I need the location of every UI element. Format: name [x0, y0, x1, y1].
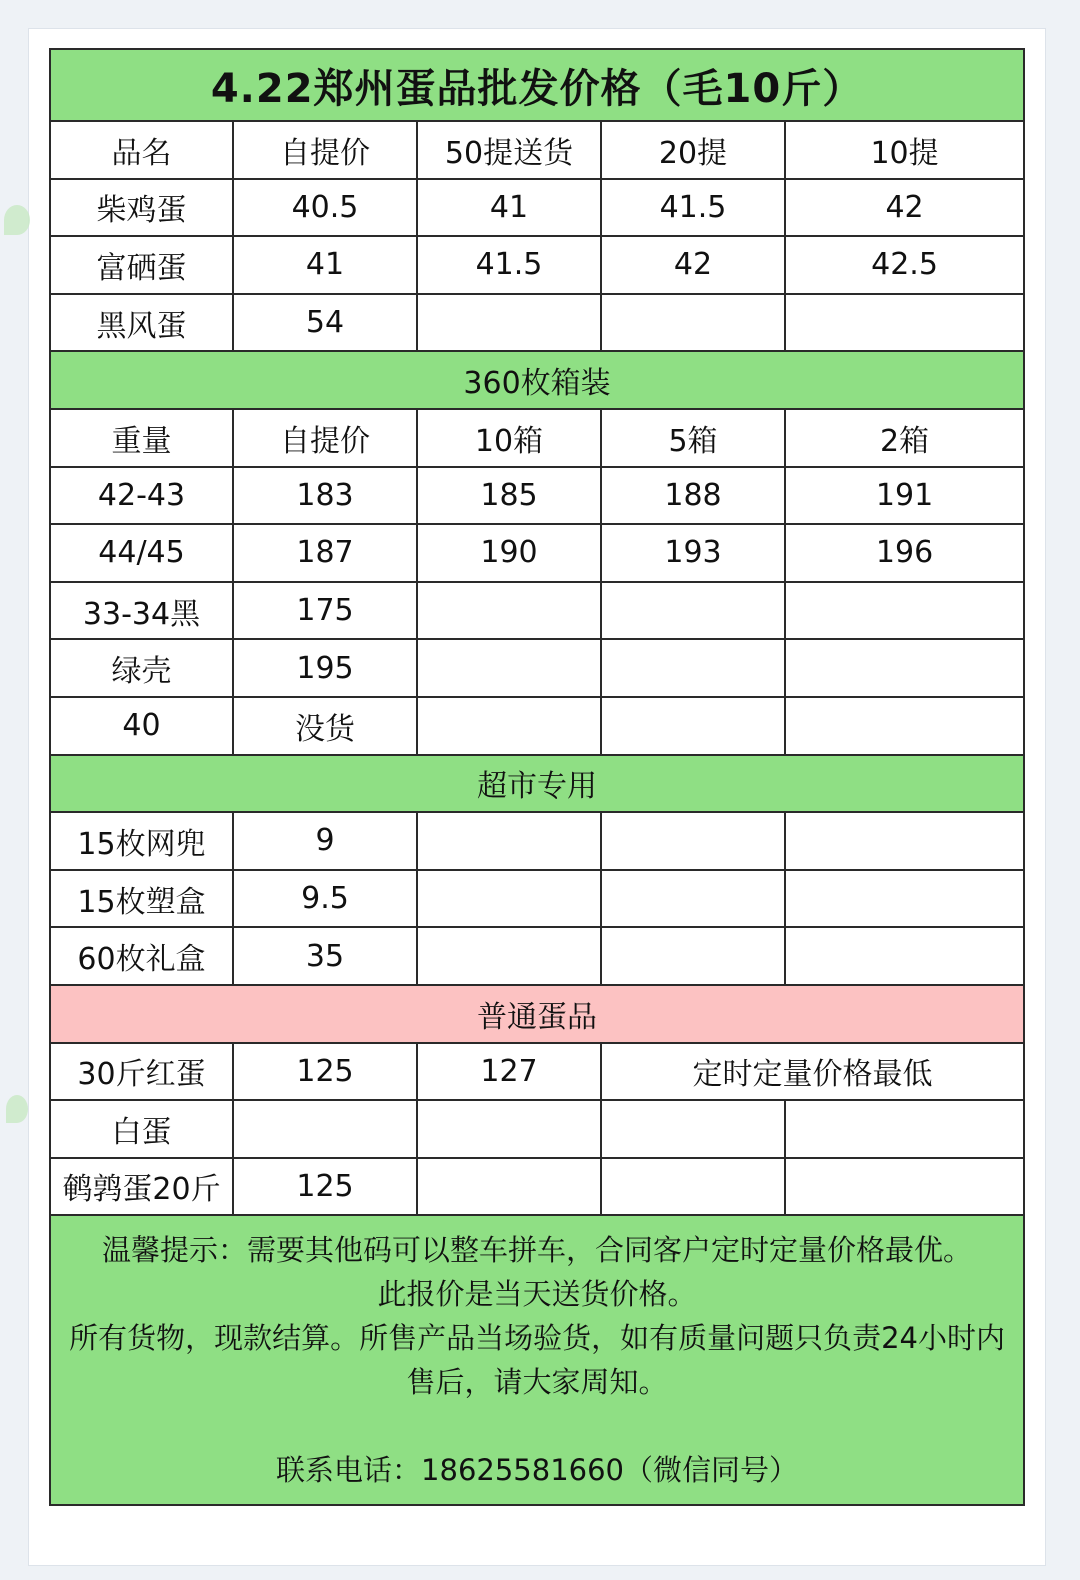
- price-cell: [601, 870, 785, 928]
- price-cell: 41.5: [417, 236, 601, 294]
- price-cell: 185: [417, 467, 601, 525]
- price-cell: [601, 812, 785, 870]
- price-cell: [417, 1100, 601, 1158]
- section-title-row: [50, 351, 1024, 409]
- column-header: 10箱: [417, 409, 601, 467]
- price-cell: [601, 582, 785, 640]
- price-cell: [601, 1100, 785, 1158]
- table-row: [50, 1100, 1024, 1158]
- column-header: 10提: [785, 121, 1024, 179]
- price-cell: [785, 697, 1024, 755]
- price-cell: [417, 294, 601, 352]
- price-cell: 187: [233, 524, 417, 582]
- notes-line-1: 温馨提示：需要其他码可以整车拼车，合同客户定时定量价格最优。: [102, 1233, 973, 1268]
- table-row: [50, 1158, 1024, 1216]
- row-label-cell: 富硒蛋: [50, 236, 233, 294]
- notes-row: [50, 1215, 1024, 1505]
- price-cell: [417, 927, 601, 985]
- row-label-cell: 33-34黑: [50, 582, 233, 640]
- table-row: [50, 294, 1024, 352]
- column-header: 重量: [50, 409, 233, 467]
- table-row: [50, 812, 1024, 870]
- column-header: 20提: [601, 121, 785, 179]
- price-cell: [417, 582, 601, 640]
- price-cell: 125: [233, 1043, 417, 1101]
- price-cell: [785, 639, 1024, 697]
- price-table: [49, 48, 1025, 1506]
- price-cell: 183: [233, 467, 417, 525]
- row-label-cell: 42-43: [50, 467, 233, 525]
- column-header: 品名: [50, 121, 233, 179]
- price-cell: [785, 927, 1024, 985]
- price-cell: 54: [233, 294, 417, 352]
- price-cell: 125: [233, 1158, 417, 1216]
- price-cell: [233, 1100, 417, 1158]
- price-cell: [785, 582, 1024, 640]
- header-row: [50, 121, 1024, 179]
- price-cell: 127: [417, 1043, 601, 1101]
- table-row: [50, 524, 1024, 582]
- row-label-cell: 绿壳: [50, 639, 233, 697]
- price-cell: [417, 639, 601, 697]
- price-cell: [601, 697, 785, 755]
- notes-box: [50, 1215, 1024, 1505]
- table-row: [50, 582, 1024, 640]
- price-cell: [417, 1158, 601, 1216]
- price-cell: 40.5: [233, 179, 417, 237]
- price-cell: 42: [601, 236, 785, 294]
- column-header: 2箱: [785, 409, 1024, 467]
- price-cell: [417, 812, 601, 870]
- price-cell: [785, 870, 1024, 928]
- price-cell: 42: [785, 179, 1024, 237]
- row-label-cell: 白蛋: [50, 1100, 233, 1158]
- price-cell: 175: [233, 582, 417, 640]
- header-row: [50, 409, 1024, 467]
- column-header: 50提送货: [417, 121, 601, 179]
- price-cell: 196: [785, 524, 1024, 582]
- table-row: [50, 179, 1024, 237]
- price-cell: 41: [417, 179, 601, 237]
- spacer: [59, 1404, 1015, 1448]
- price-cell: 42.5: [785, 236, 1024, 294]
- price-cell: [785, 812, 1024, 870]
- table-row: [50, 1043, 1024, 1101]
- price-cell: [417, 870, 601, 928]
- price-cell: 35: [233, 927, 417, 985]
- row-label-cell: 60枚礼盒: [50, 927, 233, 985]
- price-cell: 195: [233, 639, 417, 697]
- contact-phone: 联系电话：18625581660（微信同号）: [276, 1453, 799, 1488]
- notes-line-3: 所有货物，现款结算。所售产品当场验货，如有质量问题只负责24小时内售后，请大家周知。: [69, 1321, 1005, 1400]
- row-label-cell: 30斤红蛋: [50, 1043, 233, 1101]
- price-note-cell: 定时定量价格最低: [601, 1043, 1024, 1101]
- price-cell: 190: [417, 524, 601, 582]
- price-cell: 9.5: [233, 870, 417, 928]
- page-title: 4.22郑州蛋品批发价格（毛10斤）: [50, 49, 1024, 121]
- price-cell: 9: [233, 812, 417, 870]
- price-cell: [785, 1158, 1024, 1216]
- table-row: [50, 927, 1024, 985]
- column-header: 5箱: [601, 409, 785, 467]
- price-cell: 41: [233, 236, 417, 294]
- price-cell: 41.5: [601, 179, 785, 237]
- price-cell: [601, 1158, 785, 1216]
- price-cell: [601, 639, 785, 697]
- price-cell: [785, 294, 1024, 352]
- row-label-cell: 鹌鹑蛋20斤: [50, 1158, 233, 1216]
- price-cell: 193: [601, 524, 785, 582]
- row-label-cell: 40: [50, 697, 233, 755]
- section-title-regular-eggs: 普通蛋品: [50, 985, 1024, 1043]
- price-cell: 191: [785, 467, 1024, 525]
- row-label-cell: 15枚塑盒: [50, 870, 233, 928]
- section-title-box-pack: 360枚箱装: [50, 351, 1024, 409]
- section-title-row: [50, 985, 1024, 1043]
- table-row: [50, 467, 1024, 525]
- row-label-cell: 柴鸡蛋: [50, 179, 233, 237]
- price-cell: [785, 1100, 1024, 1158]
- price-cell: 没货: [233, 697, 417, 755]
- column-header: 自提价: [233, 121, 417, 179]
- table-row: [50, 639, 1024, 697]
- table-row: [50, 870, 1024, 928]
- row-label-cell: 44/45: [50, 524, 233, 582]
- row-label-cell: 黑风蛋: [50, 294, 233, 352]
- section-title-row: [50, 755, 1024, 813]
- price-cell: 188: [601, 467, 785, 525]
- notes-line-2: 此报价是当天送货价格。: [377, 1277, 697, 1312]
- decorative-leaf: [6, 1095, 28, 1123]
- decorative-leaf: [4, 205, 30, 235]
- section-title-supermarket: 超市专用: [50, 755, 1024, 813]
- price-cell: [601, 927, 785, 985]
- price-cell: [417, 697, 601, 755]
- price-cell: [601, 294, 785, 352]
- table-row: [50, 236, 1024, 294]
- column-header: 自提价: [233, 409, 417, 467]
- row-label-cell: 15枚网兜: [50, 812, 233, 870]
- table-row: [50, 697, 1024, 755]
